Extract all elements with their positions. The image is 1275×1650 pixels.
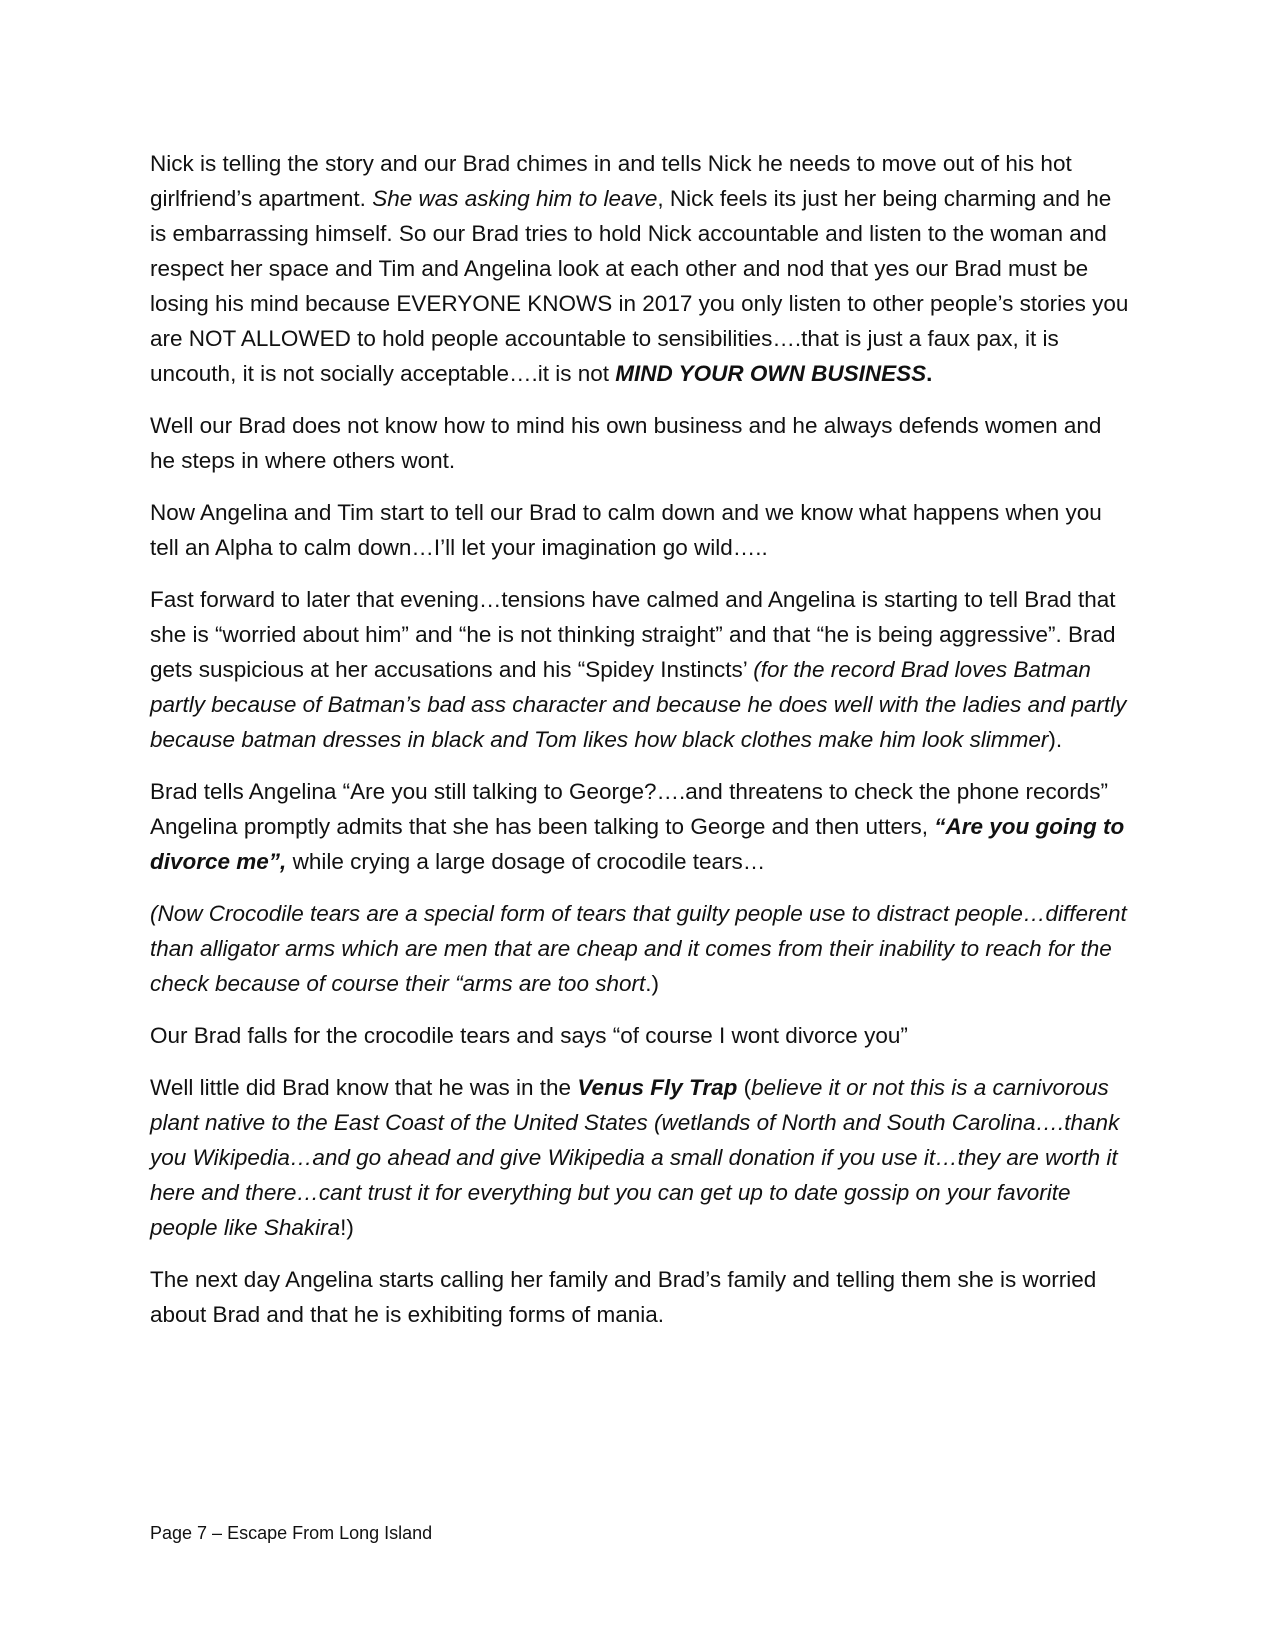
text-run: Well our Brad does not know how to mind his own business and he always defends women and he steps in where others wont. <box>150 413 1102 473</box>
text-run: Brad tells Angelina “Are you still talking to George?….and threatens to check the phone records” Angelina promptly admits that she has been talking to George and then utters, <box>150 779 1109 839</box>
text-run: Now Angelina and Tim start to tell our Brad to calm down and we know what happens when you tell an Alpha to calm down…I’ll let your imagination go wild….. <box>150 500 1102 560</box>
text-run: . <box>926 361 933 386</box>
paragraph <box>150 146 1130 391</box>
text-run: MIND YOUR OWN BUSINESS <box>615 361 927 386</box>
text-run: ( <box>737 1075 752 1100</box>
text-run: Venus Fly Trap <box>577 1075 738 1100</box>
text-run: “Are you going to divorce me”, <box>150 814 1125 874</box>
text-run: Nick is telling the story and our Brad chimes in and tells Nick he needs to move out of his hot girlfriend’s apartment. <box>150 151 1072 211</box>
page-footer: Page 7 – Escape From Long Island <box>150 1523 433 1543</box>
paragraph <box>150 408 1130 478</box>
paragraph <box>150 774 1130 879</box>
text-run: Fast forward to later that evening…tensions have calmed and Angelina is starting to tell Brad that she is “worried about him” and “he is not thinking straight” and that “he is being aggressive”. Brad gets suspicious at her accusations and his “Spidey Instincts’ <box>150 587 1116 682</box>
text-run: The next day Angelina starts calling her family and Brad’s family and telling them she is worried about Brad and that he is exhibiting forms of mania. <box>150 1267 1097 1327</box>
text-run: !) <box>340 1215 354 1240</box>
text-run: while crying a large dosage of crocodile tears… <box>286 849 766 874</box>
text-run: (for the record Brad loves Batman partly because of Batman’s bad ass character and because he does well with the ladies and partly because batman dresses in black and Tom likes how black clothes make him look slimmer <box>150 657 1127 752</box>
text-run: , Nick feels its just her being charming and he is embarrassing himself. So our Brad tries to hold Nick accountable and listen to the woman and respect her space and Tim and Angelina look at each other and nod that yes our Brad must be losing his mind because EVERYONE KNOWS in 2017 you only listen to other people’s stories you are NOT ALLOWED to hold people accountable to sensibilities….that is just a faux pax, it is uncouth, it is not socially acceptable….it is not <box>150 186 1129 386</box>
paragraph <box>150 1262 1130 1332</box>
text-run: believe it or not this is a carnivorous plant native to the East Coast of the United States (wetlands of North and South Carolina….thank you Wikipedia…and go ahead and give Wikipedia a small donation if you use it…they are worth it here and there…cant trust it for everything but you can get up to date gossip on your favorite people like Shakira <box>150 1075 1120 1240</box>
paragraph <box>150 495 1130 565</box>
text-run: Well little did Brad know that he was in the <box>150 1075 578 1100</box>
paragraph <box>150 1070 1130 1245</box>
document-body <box>150 146 1130 1349</box>
paragraph <box>150 896 1130 1001</box>
text-run: ). <box>1048 727 1063 752</box>
text-run: She was asking him to leave <box>372 186 658 211</box>
paragraph <box>150 1018 1130 1053</box>
paragraph <box>150 582 1130 757</box>
text-run: Our Brad falls for the crocodile tears and says “of course I wont divorce you” <box>150 1023 908 1048</box>
text-run: (Now Crocodile tears are a special form of tears that guilty people use to distract people…different than alligator arms which are men that are cheap and it comes from their inability to reach for the check because of course their “arms are too short <box>150 901 1127 996</box>
text-run: .) <box>645 971 659 996</box>
